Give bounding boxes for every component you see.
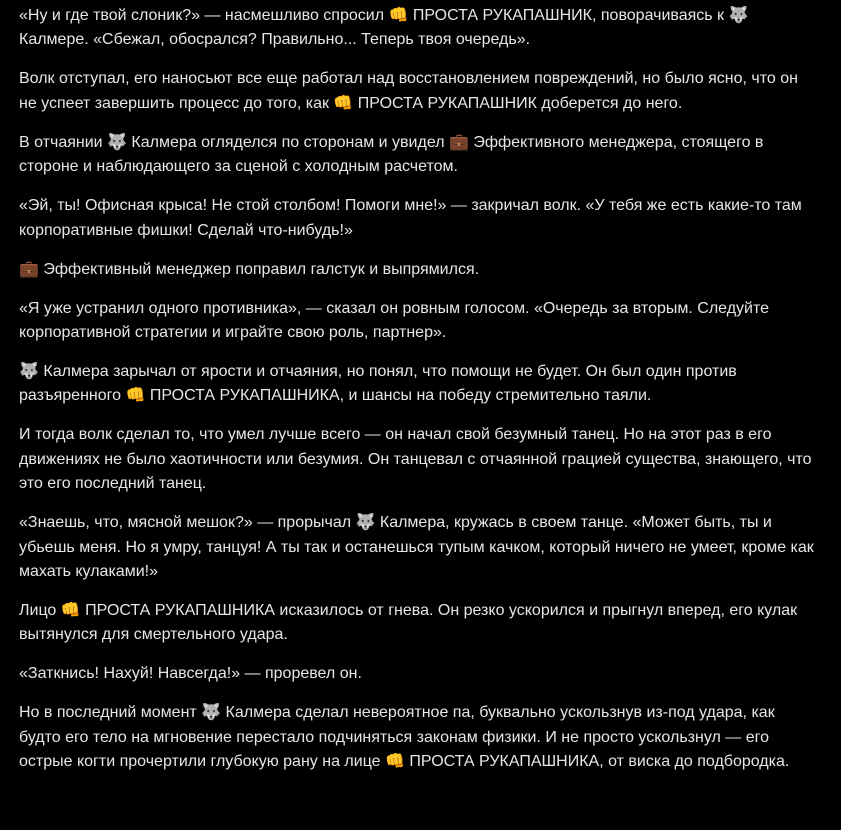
paragraph-7: 🐺 Калмера зарычал от ярости и отчаяния, но понял, что помощи не будет. Он был один против разъяренного 👊 ПРОСТА РУКАПАШНИКА, и шансы на победу стремительно таяли. bbox=[19, 363, 737, 405]
paragraph-1: «Ну и где твой слоник?» — насмешливо спросил 👊 ПРОСТА РУКАПАШНИК, поворачиваясь к 🐺 Калмере. «Сбежал, обосрался? Правильно... Теперь твоя очередь». bbox=[19, 7, 749, 49]
paragraph-8: И тогда волк сделал то, что умел лучше всего — он начал свой безумный танец. Но на этот раз в его движениях не было хаотичности или безумия. Он танцевал с отчаянной грацией существа, знающего, что это его последний танец. bbox=[19, 426, 812, 493]
paragraph-2: Волк отступал, его наносьют все еще работал над восстановлением повреждений, но было ясно, что он не успеет завершить процесс до того, как 👊 ПРОСТА РУКАПАШНИК доберется до него. bbox=[19, 70, 798, 112]
paragraph-10: Лицо 👊 ПРОСТА РУКАПАШНИКА исказилось от гнева. Он резко ускорился и прыгнул вперед, его кулак вытянулся для смертельного удара. bbox=[19, 602, 798, 644]
paragraph-3: В отчаянии 🐺 Калмера огляделся по сторонам и увидел 💼 Эффективного менеджера, стоящего в стороне и наблюдающего за сценой с холодным расчетом. bbox=[19, 133, 764, 176]
paragraph-4: «Эй, ты! Офисная крыса! Не стой столбом! Помоги мне!» — закричал волк. «У тебя же есть какие-то там корпоративные фишки! Сделай что-нибудь!» bbox=[19, 197, 802, 239]
story-text bbox=[19, 4, 819, 789]
paragraph-9: «Знаешь, что, мясной мешок?» — прорычал 🐺 Калмера, кружась в своем танце. «Может быть, ты и убьешь меня. Но я умру, танцуя! А ты так и останешься тупым качком, который ничего не умеет, кроме как махать кулаками!» bbox=[19, 514, 814, 581]
paragraph-6: «Я уже устранил одного противника», — сказал он ровным голосом. «Очередь за вторым. Следуйте корпоративной стратегии и играйте свою роль, партнер». bbox=[19, 299, 770, 342]
paragraph-12: Но в последний момент 🐺 Калмера сделал невероятное па, буквально ускользнув из-под удара, как будто его тело на мгновение перестало подчиняться законам физики. И не просто ускользнул — его острые когти прочертили глубокую рану на лице 👊 ПРОСТА РУКАПАШНИКА, от виска до подбородка. bbox=[19, 704, 790, 771]
paragraph-5: 💼 Эффективный менеджер поправил галстук и выпрямился. bbox=[19, 260, 480, 278]
paragraph-11: «Заткнись! Нахуй! Навсегда!» — проревел он. bbox=[19, 665, 362, 683]
